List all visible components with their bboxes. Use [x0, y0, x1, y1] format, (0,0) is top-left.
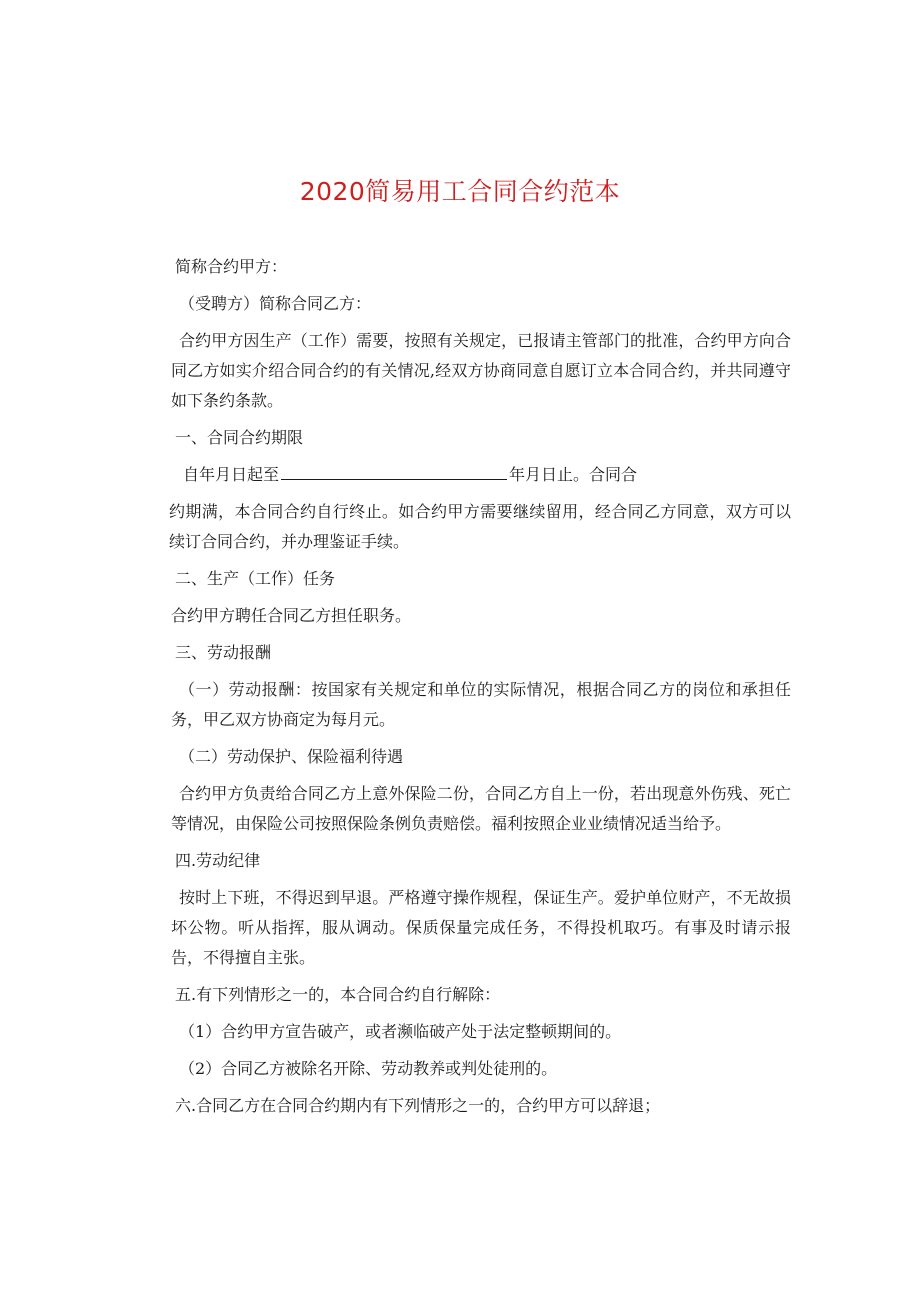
section-heading-discipline: 四.劳动纪律 [175, 851, 261, 870]
term-paragraph-rest: 约期满，本合同合约自行终止。如合约甲方需要继续留用，经合同乙方同意，双方可以续订合同合约，并办理鉴证手续。 [169, 502, 791, 551]
blank-line [281, 461, 507, 480]
term-end-text: 年月日止。合同合 [509, 465, 638, 484]
section-heading-task: 二、生产（工作）任务 [175, 569, 336, 588]
termination-item-1: （1）合约甲方宣告破产，或者濒临破产处于法定整顿期间的。 [179, 1022, 622, 1041]
document-body [171, 252, 791, 1128]
party-b-line: （受聘方）简称合同乙方： [179, 294, 372, 313]
subheading-protection: （二）劳动保护、保险福利待遇 [179, 747, 404, 766]
insurance-paragraph: 合约甲方负责给合同乙方上意外保险二份，合同乙方自上一份，若出现意外伤残、死亡等情况，由保险公司按照保险条例负责赔偿。福利按照企业业绩情况适当给予。 [171, 784, 791, 833]
task-paragraph: 合约甲方聘任合同乙方担任职务。 [171, 606, 412, 625]
document-title: 2020简易用工合同合约范本 [299, 177, 621, 206]
section-heading-termination: 五.有下列情形之一的，本合同合约自行解除： [175, 985, 501, 1004]
termination-item-2: （2）合同乙方被除名开除、劳动教养或判处徒刑的。 [179, 1059, 558, 1078]
section-heading-term: 一、合同合约期限 [175, 428, 304, 447]
term-paragraph-start [171, 460, 791, 490]
section-heading-dismissal: 六.合同乙方在合同合约期内有下列情形之一的，合约甲方可以辞退； [175, 1096, 661, 1115]
pay-paragraph: （一）劳动报酬：按国家有关规定和单位的实际情况，根据合同乙方的岗位和承担任务，甲乙双方协商定为每月元。 [171, 680, 791, 729]
term-start-text: 自年月日起至 [183, 465, 280, 484]
section-heading-pay: 三、劳动报酬 [175, 643, 272, 662]
party-a-line: 简称合约甲方： [175, 257, 288, 276]
intro-paragraph: 合约甲方因生产（工作）需要，按照有关规定，已报请主管部门的批准，合约甲方向合同乙方如实介绍合同合约的有关情况,经双方协商同意自愿订立本合同合约，并共同遵守如下条约条款。 [171, 331, 791, 410]
discipline-paragraph: 按时上下班，不得迟到早退。严格遵守操作规程，保证生产。爱护单位财产，不无故损坏公物。听从指挥，服从调动。保质保量完成任务，不得投机取巧。有事及时请示报告，不得擅自主张。 [171, 888, 791, 967]
